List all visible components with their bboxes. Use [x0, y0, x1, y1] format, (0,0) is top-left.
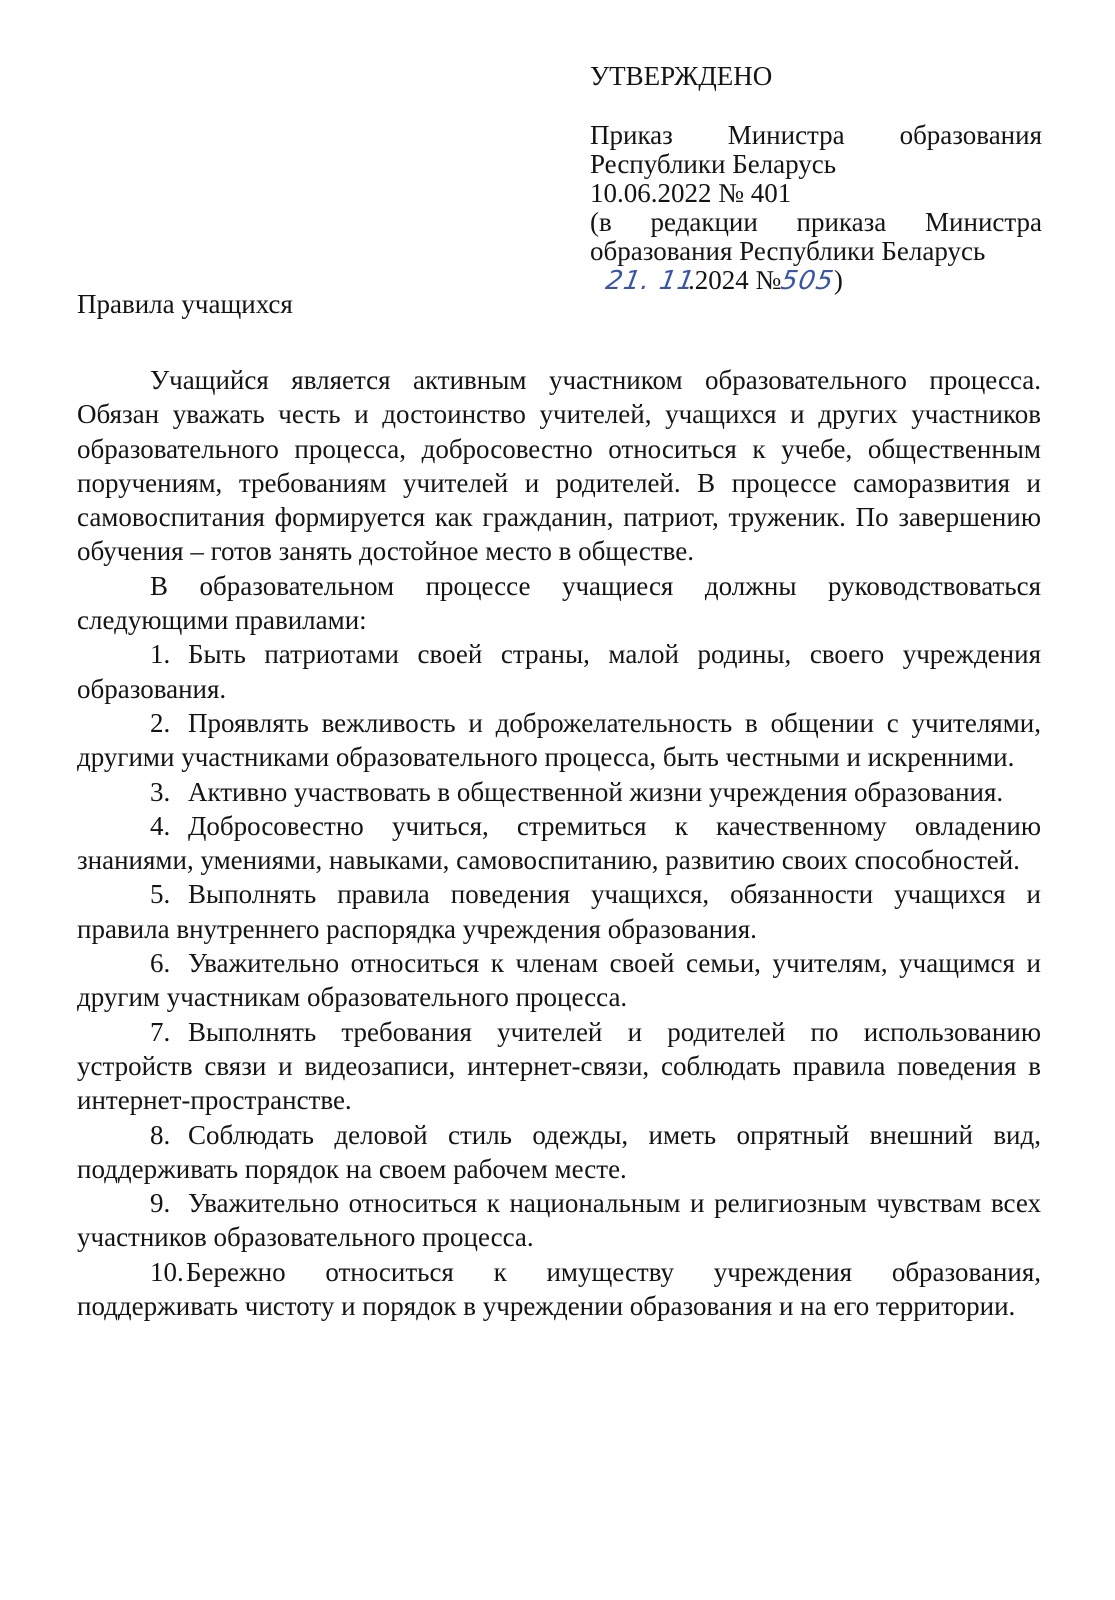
rule-text: Проявлять вежливость и доброжелательность в общении с учителями, другими участниками образовательного процесса, быть честными и искренними. — [77, 707, 1041, 773]
document-body — [77, 363, 1041, 1323]
rules-lead-paragraph: В образовательном процессе учащиеся должны руководствоваться следующими правилами: — [77, 570, 1041, 636]
rule-text: Добросовестно учиться, стремиться к качественному овладению знаниями, умениями, навыками, самовоспитанию, развитию своих способностей. — [77, 810, 1041, 876]
amendment-close: ) — [833, 265, 843, 295]
rule-number: 5. — [150, 879, 171, 910]
rule-item — [77, 1015, 1041, 1118]
intro-paragraph: Учащийся является активным участником образовательного процесса. Обязан уважать честь и достоинство учителей, учащихся и других участников образовательного процесса, добросовестно относиться к учебе, общественным поручениям, требованиям учителей и родителей. В процессе саморазвития и самовоспитания формируется как гражданин, патриот, труженик. По завершению обучения – готов занять достойное место в обществе. — [77, 365, 1041, 567]
order-line-1: Приказ Министра образования — [590, 120, 1042, 150]
rule-text: Соблюдать деловой стиль одежды, иметь опрятный внешний вид, поддерживать порядок на своем рабочем месте. — [77, 1119, 1041, 1184]
rule-item — [77, 637, 1041, 706]
rule-text: Выполнять требования учителей и родителей по использованию устройств связи и видеозаписи, интернет-связи, соблюдать правила поведения в интернет-пространстве. — [77, 1016, 1041, 1116]
order-line-2: Республики Беларусь — [590, 149, 837, 179]
amendment-line-2: образования Республики Беларусь — [590, 236, 986, 266]
rule-text: Активно участвовать в общественной жизни учреждения образования. — [188, 776, 1004, 807]
rule-item — [77, 1186, 1041, 1255]
rule-item — [77, 809, 1041, 878]
rule-number: 8. — [150, 1119, 171, 1150]
rule-text: Уважительно относиться к национальным и религиозным чувствам всех участников образовательного процесса. — [77, 1188, 1041, 1253]
rule-item — [77, 946, 1041, 1015]
rule-item — [77, 877, 1041, 946]
amendment-line-1: (в редакции приказа Министра — [590, 207, 1042, 237]
document-title: Правила учащихся — [77, 289, 293, 319]
rule-number: 1. — [150, 639, 171, 670]
approval-stamp — [590, 62, 1042, 296]
approval-heading: УТВЕРЖДЕНО — [590, 61, 773, 91]
rule-number: 7. — [150, 1016, 171, 1047]
rule-text: Уважительно относиться к членам своей семьи, учителям, учащимся и другим участникам образовательного процесса. — [77, 948, 1041, 1013]
amendment-date-line — [590, 266, 1042, 296]
rule-number: 2. — [150, 707, 171, 738]
rule-number: 3. — [150, 776, 171, 807]
rule-item — [77, 775, 1041, 809]
rule-number: 9. — [150, 1188, 171, 1219]
rule-text: Быть патриотами своей страны, малой родины, своего учреждения образования. — [77, 639, 1041, 704]
rule-number: 4. — [150, 810, 171, 841]
rule-item — [77, 1118, 1041, 1187]
handwritten-number: 505 — [778, 266, 837, 296]
rule-number: 6. — [150, 948, 171, 979]
rule-item — [77, 1255, 1041, 1324]
order-line-3: 10.06.2022 № 401 — [590, 178, 792, 208]
rule-item — [77, 706, 1041, 775]
amendment-year: .2024 № — [688, 265, 782, 295]
handwritten-date: 21. 11 — [603, 266, 698, 296]
rule-number: 10. — [150, 1256, 184, 1287]
rule-text: Выполнять правила поведения учащихся, обязанности учащихся и правила внутреннего распорядка учреждения образования. — [77, 879, 1041, 944]
rule-text: Бережно относиться к имуществу учреждения образования, поддерживать чистоту и порядок в учреждении образования и на его территории. — [77, 1256, 1041, 1322]
